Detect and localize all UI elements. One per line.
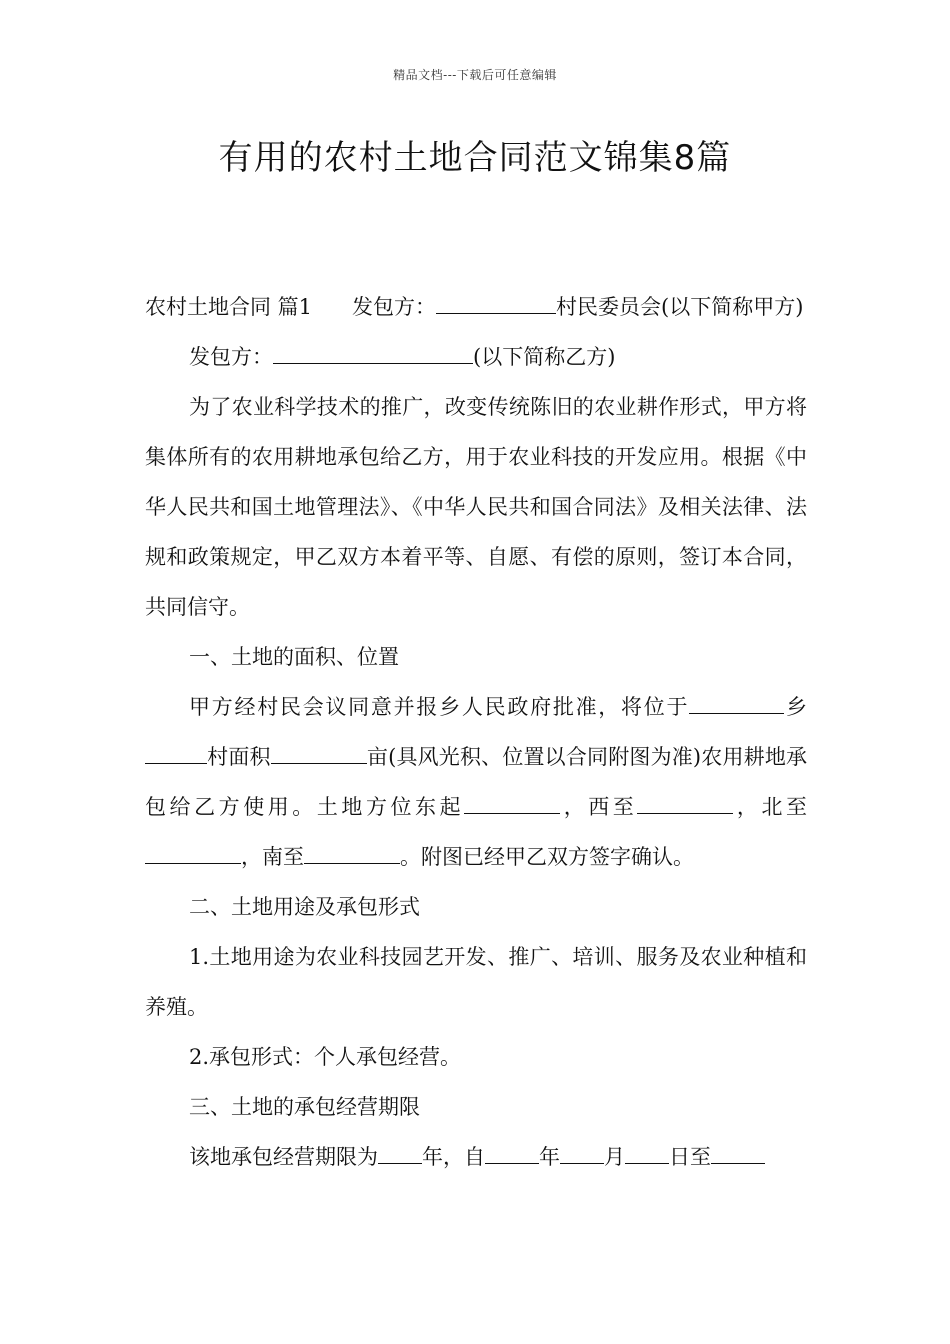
party-a-suffix: 村民委员会(以下简称甲方) bbox=[556, 295, 804, 319]
contract-body bbox=[145, 282, 807, 1182]
text-run: ，北至 bbox=[733, 795, 808, 819]
blank-field bbox=[273, 345, 473, 364]
text-run: 年，自 bbox=[422, 1145, 485, 1169]
text-run: ，西至 bbox=[560, 795, 638, 819]
party-b-label: 发包方： bbox=[189, 345, 273, 369]
blank-field bbox=[637, 795, 733, 814]
text-run: 甲方经村民会议同意并报乡人民政府批准，将位于 bbox=[189, 695, 690, 719]
party-b-line bbox=[145, 332, 807, 382]
blank-field bbox=[689, 695, 784, 714]
preamble-paragraph: 为了农业科学技术的推广，改变传统陈旧的农业耕作形式，甲方将集体所有的农用耕地承包给乙方，用于农业科技的开发应用。根据《中华人民共和国土地管理法》、《中华人民共和国合同法》及相关法律、法规和政策规定，甲乙双方本着平等、自愿、有偿的原则，签订本合同，共同信守。 bbox=[145, 395, 807, 619]
party-a-line bbox=[145, 282, 807, 332]
section-1-paragraph bbox=[145, 682, 807, 882]
blank-field bbox=[378, 1145, 422, 1164]
section-2-item-2: 2.承包形式：个人承包经营。 bbox=[189, 1045, 462, 1069]
text-run: 年 bbox=[539, 1145, 560, 1169]
text-run: 日至 bbox=[669, 1145, 711, 1169]
party-a-label: 发包方： bbox=[352, 295, 437, 319]
blank-field bbox=[485, 1145, 539, 1164]
section-2-item-1: 1.土地用途为农业科技园艺开发、推广、培训、服务及农业种植和养殖。 bbox=[145, 945, 807, 1019]
section-1-title: 一、土地的面积、位置 bbox=[189, 645, 399, 669]
section-3-paragraph bbox=[145, 1132, 807, 1182]
blank-field bbox=[464, 795, 560, 814]
party-b-suffix: (以下简称乙方) bbox=[473, 345, 616, 369]
blank-field bbox=[436, 295, 556, 314]
text-run: ，南至 bbox=[241, 845, 304, 869]
text-run: 。附图已经甲乙双方签字确认。 bbox=[400, 845, 694, 869]
header-note: 精品文档---下载后可任意编辑 bbox=[393, 68, 557, 82]
blank-field bbox=[625, 1145, 669, 1164]
text-run: 月 bbox=[604, 1145, 625, 1169]
blank-field bbox=[271, 745, 367, 764]
blank-field bbox=[304, 845, 400, 864]
contract-heading: 农村土地合同 篇1 bbox=[145, 295, 313, 319]
section-2-title: 二、土地用途及承包形式 bbox=[189, 895, 420, 919]
text-run: 该地承包经营期限为 bbox=[189, 1145, 378, 1169]
blank-field bbox=[145, 745, 207, 764]
blank-field bbox=[711, 1145, 765, 1164]
text-run: 村面积 bbox=[207, 745, 271, 769]
text-run: 乡 bbox=[784, 695, 808, 719]
blank-field bbox=[145, 845, 241, 864]
section-3-title: 三、土地的承包经营期限 bbox=[189, 1095, 420, 1119]
blank-field bbox=[560, 1145, 604, 1164]
page-title: 有用的农村土地合同范文锦集8篇 bbox=[218, 138, 732, 178]
text-run: 亩(具风光积、位置以合同附图为准)农用耕地承包给乙方使用。土地方位东起 bbox=[145, 745, 808, 819]
